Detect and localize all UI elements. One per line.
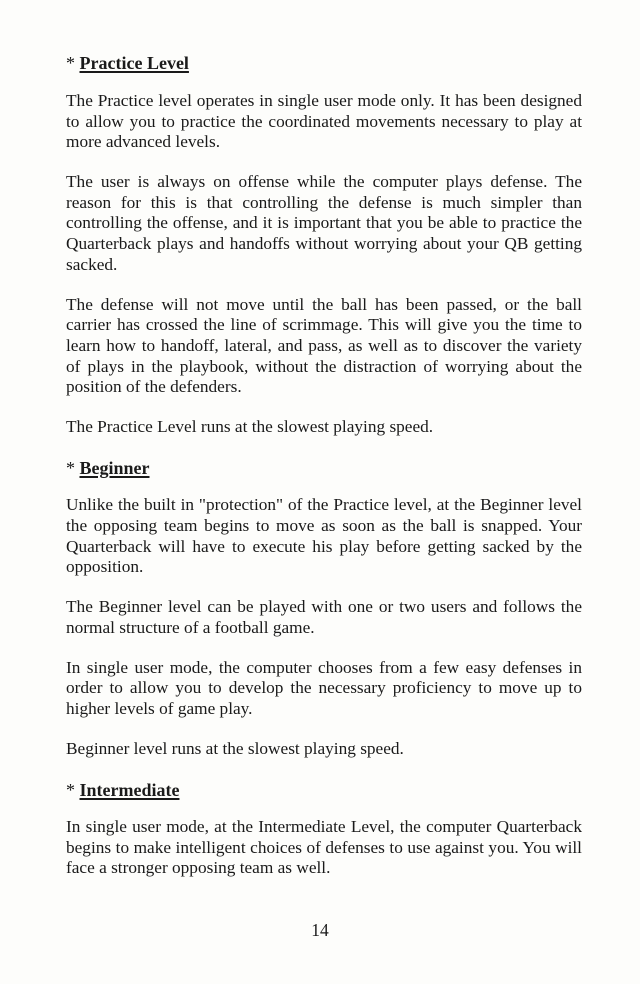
paragraph: Unlike the built in "protection" of the Practice level, at the Beginner level the opposing team begins to move as soon as the ball is snapped. Your Quarterback will have to execute his play before getting sacked by the opposition.: [66, 495, 582, 577]
paragraph: The user is always on offense while the computer plays defense. The reason for this is that controlling the defense is much simpler than controlling the offense, and it is important that you be able to practice the Quarterback plays and handoffs without worrying about your QB getting sacked.: [66, 172, 582, 274]
section-practice-level: [66, 52, 582, 438]
section-heading: [66, 457, 582, 479]
section-title: Practice Level: [79, 53, 189, 73]
paragraph: The Beginner level can be played with one or two users and follows the normal structure of a football game.: [66, 597, 582, 637]
paragraph: Beginner level runs at the slowest playing speed.: [66, 739, 404, 759]
section-intermediate: [66, 779, 582, 879]
page-number: 14: [311, 920, 329, 940]
paragraph: In single user mode, the computer chooses from a few easy defenses in order to allow you to develop the necessary proficiency to move up to higher levels of game play.: [66, 657, 582, 719]
paragraph: In single user mode, at the Intermediate Level, the computer Quarterback begins to make intelligent choices of defenses to use against you. You will face a stronger opposing team as well.: [66, 817, 582, 878]
section-heading: [66, 779, 582, 801]
bullet-star: *: [66, 458, 80, 479]
bullet-star: *: [66, 53, 80, 73]
section-title: Intermediate: [79, 780, 180, 801]
bullet-star: *: [66, 780, 80, 801]
section-title: Beginner: [79, 458, 150, 479]
paragraph: The Practice Level runs at the slowest playing speed.: [66, 417, 434, 437]
section-heading: [66, 52, 582, 74]
paragraph: The defense will not move until the ball has been passed, or the ball carrier has crossed the line of scrimmage. This will give you the time to learn how to handoff, lateral, and pass, as well as to discover the variety of plays in the playbook, without the distraction of worrying about the position of the defenders.: [66, 294, 582, 397]
section-beginner: [66, 457, 582, 759]
paragraph: The Practice level operates in single user mode only. It has been designed to allow you to practice the coordinated movements necessary to play at more advanced levels.: [66, 91, 582, 152]
